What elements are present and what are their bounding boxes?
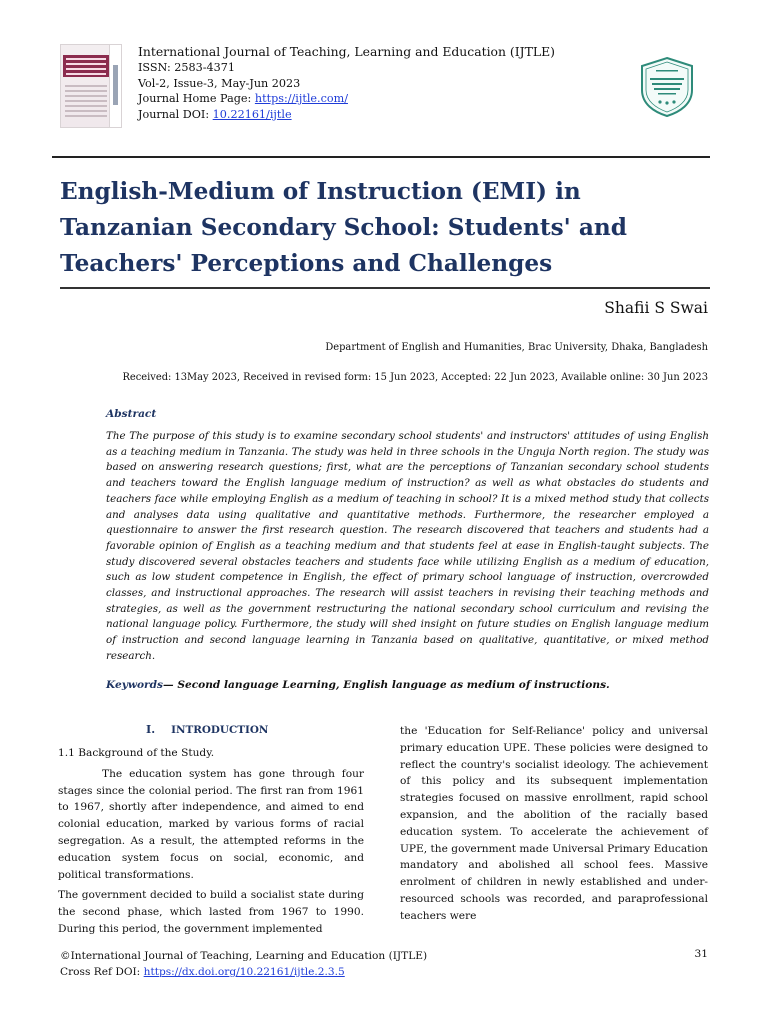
page-footer xyxy=(60,948,710,980)
peer-reviewed-badge-icon xyxy=(636,56,698,118)
page-number: 31 xyxy=(694,948,708,960)
abstract-heading: Abstract xyxy=(106,408,157,420)
author-name: Shafii S Swai xyxy=(604,299,708,317)
keywords: Keywords— Second language Learning, English language as medium of instructions. xyxy=(106,679,610,691)
article-title: English-Medium of Instruction (EMI) in Tanzanian Secondary School: Students' and Teachers' Perceptions and Challenges xyxy=(60,178,627,277)
body-paragraph: The education system has gone through four stages since the colonial period. The first ran from 1961 to 1967, shortly after independence, and aimed to end colonial education, marked by various forms of racial segregation. As a result, the attempted reforms in the education system focus on social, economic, and political transformations. xyxy=(58,767,364,881)
footer-crossref: Cross Ref DOI: https://dx.doi.org/10.22161/ijtle.2.3.5 xyxy=(60,966,345,978)
journal-title: International Journal of Teaching, Learning and Education (IJTLE) xyxy=(138,44,555,59)
crossref-doi-link[interactable]: https://dx.doi.org/10.22161/ijtle.2.3.5 xyxy=(143,966,345,978)
title-divider xyxy=(60,287,710,289)
author-affiliation: Department of English and Humanities, Brac University, Dhaka, Bangladesh xyxy=(325,342,708,353)
volume-issue: Vol-2, Issue-3, May-Jun 2023 xyxy=(138,76,301,90)
body-paragraph: The government decided to build a socialist state during the second phase, which lasted from 1967 to 1990. During this period, the government implemented xyxy=(58,889,364,935)
journal-home-page: Journal Home Page: https://ijtle.com/ xyxy=(138,92,348,106)
journal-doi-link[interactable]: 10.22161/ijtle xyxy=(212,107,292,121)
journal-header xyxy=(138,44,555,122)
section-title: INTRODUCTION xyxy=(171,724,269,736)
subsection-heading: 1.1 Background of the Study. xyxy=(58,747,215,759)
body-paragraph: the 'Education for Self-Reliance' policy and universal primary education UPE. These policies were designed to reflect the country's socialist ideology. The achievement of this policy and its subsequent implementation strategies focused on massive enrollment, rapid school expansion, and the abolition of the racially based education system. To accelerate the achievement of UPE, the government made Universal Primary Education mandatory and abolished all school fees. Massive enrolment of children in newly established and under-resourced schools was recorded, and paraprofessional teachers were xyxy=(400,725,708,922)
abstract-text: The The purpose of this study is to examine secondary school students' and instructors' attitudes of using English as a teaching medium in Tanzania. The study was held in three schools in the Unguja North region. The study was based on answering research questions; first, what are the perceptions of Tanzanian secondary school students and teachers toward the English language medium of instruction? as well as what obstacles do students and teachers face while employing English as a medium of teaching in school? It is a mixed method study that collects and analyses data using qualitative and quantitative methods. Furthermore, the researcher employed a questionnaire to answer the first research question. The research discovered that teachers and students had a favorable opinion of English as a teaching medium and that students feel at ease in English-taught subjects. The study discovered several obstacles teachers and students face while utilizing English as a medium of education, such as low student competence in English, the effect of primary school language of instruction, overcrowded classes, and instructional approaches. The research will assist teachers in revising their teaching methods and strategies, as well as the government restructuring the national secondary school curriculum and revising the national language policy. Furthermore, the study will shed insight on future studies on English language medium of instruction and second language learning in Tanzania based on qualitative, quantitative, or mixed method research. xyxy=(106,430,709,662)
body-column-left xyxy=(58,745,364,938)
keywords-label: Keywords xyxy=(106,679,164,691)
issn: ISSN: 2583-4371 xyxy=(138,61,235,74)
section-heading xyxy=(146,722,268,736)
home-page-link[interactable]: https://ijtle.com/ xyxy=(254,92,348,106)
journal-cover-thumbnail xyxy=(60,44,122,128)
keywords-text: Second language Learning, English language as medium of instructions. xyxy=(177,679,610,691)
section-number: I. xyxy=(146,722,156,736)
header-divider xyxy=(52,156,710,158)
footer-copyright: ©International Journal of Teaching, Learning and Education (IJTLE) xyxy=(60,950,428,962)
body-column-right xyxy=(400,723,708,925)
publication-dates: Received: 13May 2023, Received in revised form: 15 Jun 2023, Accepted: 22 Jun 2023, Available online: 30 Jun 2023 xyxy=(122,372,708,383)
journal-doi: Journal DOI: 10.22161/ijtle xyxy=(138,107,292,121)
